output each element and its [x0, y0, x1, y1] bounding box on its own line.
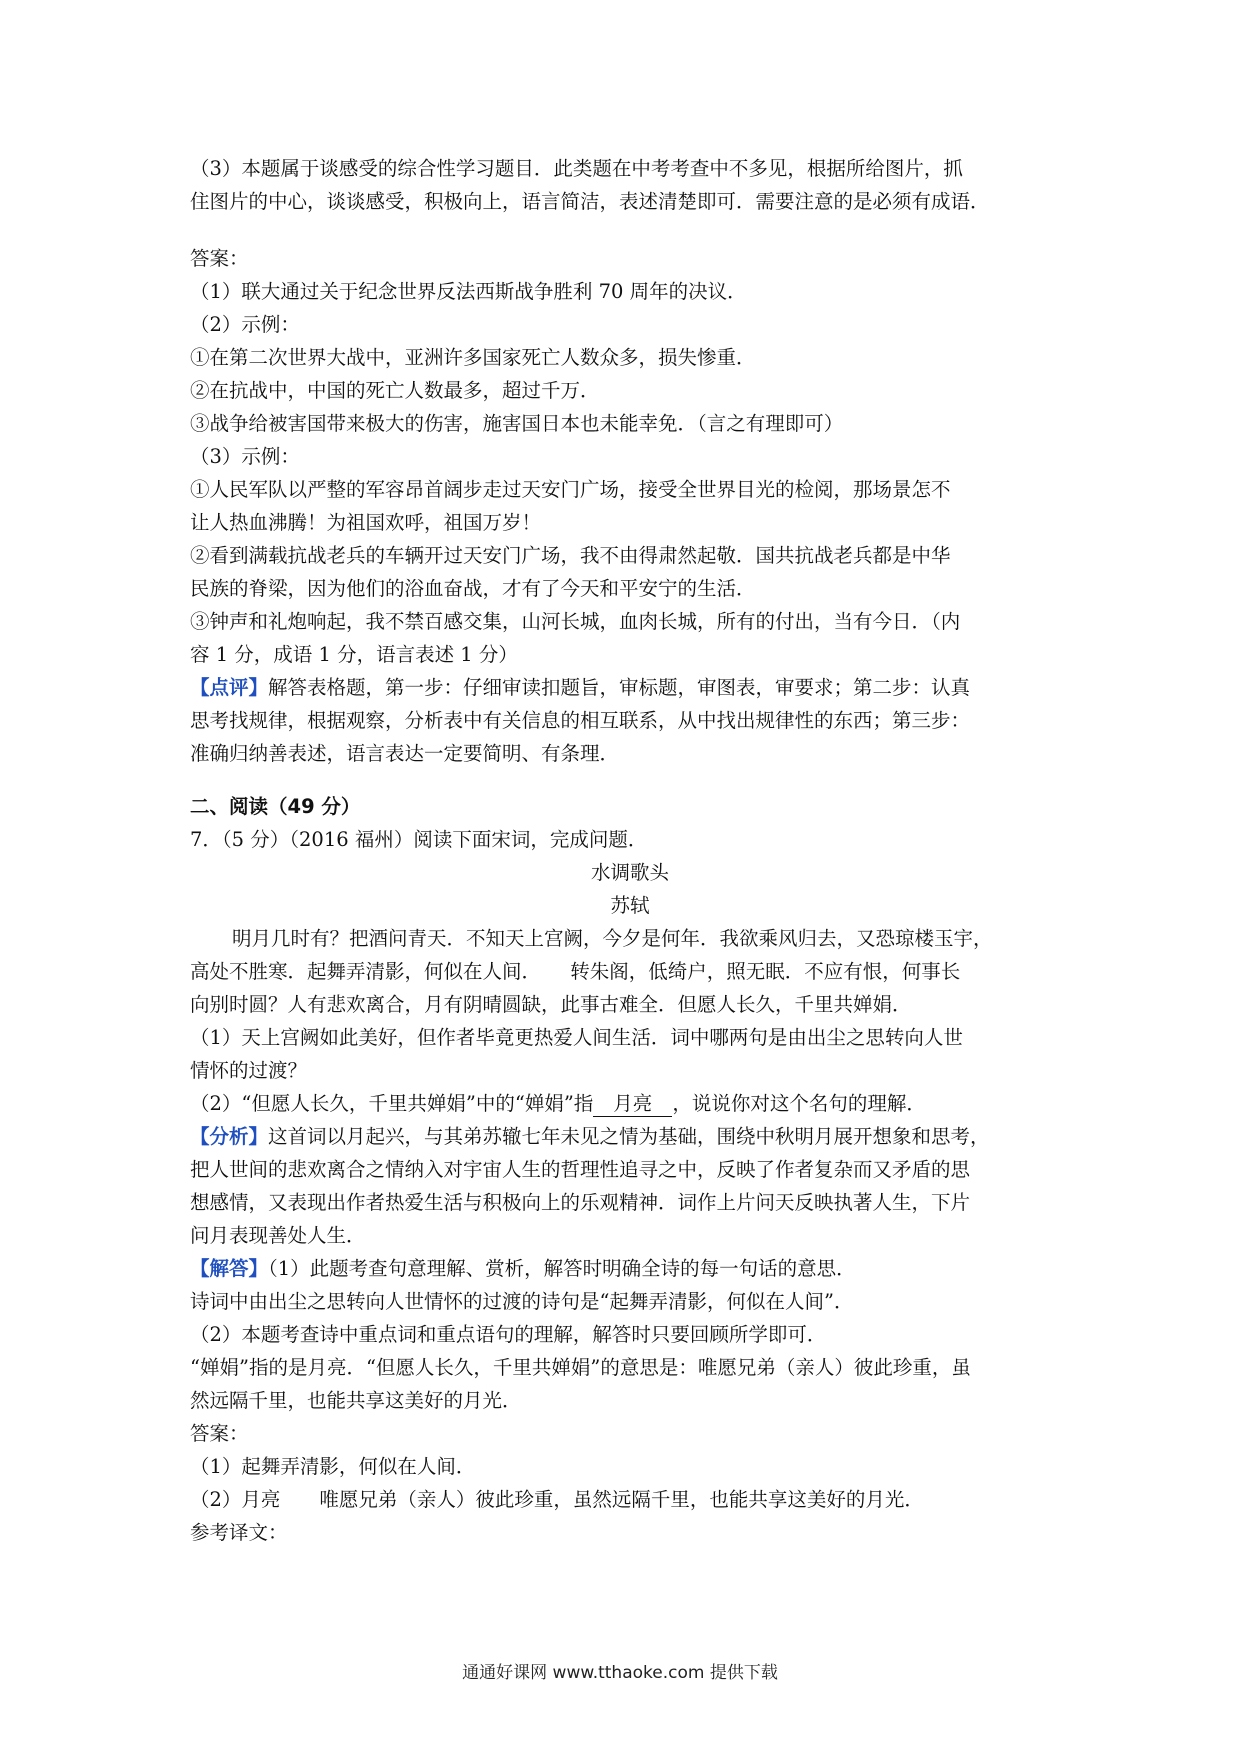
text-line: ②看到满载抗战老兵的车辆开过天安门广场，我不由得肃然起敬．国共抗战老兵都是中华: [190, 544, 951, 567]
analysis-tag: 【分析】: [190, 1125, 269, 1148]
poem-line: 向别时圆？人有悲欢离合，月有阴晴圆缺，此事古难全．但愿人长久，千里共婵娟．: [190, 993, 912, 1016]
text-line: 准确归纳善表述，语言表达一定要简明、有条理．: [190, 742, 620, 765]
solution-text: （1）此题考查句意理解、赏析，解答时明确全诗的每一句话的意思．: [268, 1257, 856, 1280]
text-line: （1）联大通过关于纪念世界反法西斯战争胜利 70 周年的决议．: [190, 280, 747, 303]
solution-tag: 【解答】: [190, 1257, 269, 1280]
poem-line: 明月几时有？把酒问青天．不知天上宫阙，今夕是何年．我欲乘风归去，又恐琼楼玉宇，: [232, 927, 993, 950]
text-line: 思考找规律，根据观察，分析表中有关信息的相互联系，从中找出规律性的东西；第三步：: [190, 709, 971, 732]
question-2-line: [190, 1087, 1070, 1120]
text-line: （3）本题属于谈感受的综合性学习题目．此类题在中考考查中不多见，根据所给图片，抓: [190, 157, 963, 180]
text-line: 然远隔千里，也能共享这美好的月光．: [190, 1389, 522, 1412]
poem-title: 水调歌头: [590, 861, 669, 884]
text-line: 把人世间的悲欢离合之情纳入对宇宙人生的哲理性追寻之中，反映了作者复杂而又矛盾的思: [190, 1158, 971, 1181]
answer-label: 答案：: [190, 1422, 249, 1445]
poem-line: 高处不胜寒．起舞弄清影，何似在人间． 转朱阁，低绮户，照无眠．不应有恨，何事长: [190, 960, 961, 983]
text-line: 容 1 分，成语 1 分，语言表述 1 分）: [190, 643, 518, 666]
comment-line: [190, 671, 1070, 704]
page-content: [190, 152, 1070, 1549]
analysis-line: [190, 1120, 1070, 1153]
question-2-suffix: ，说说你对这个名句的理解．: [672, 1092, 926, 1115]
text-line: 问月表现善处人生．: [190, 1224, 366, 1247]
text-line: 诗词中由出尘之思转向人世情怀的过渡的诗句是“起舞弄清影，何似在人间”．: [190, 1290, 854, 1313]
text-line: 情怀的过渡？: [190, 1059, 308, 1082]
text-line: （2）示例：: [190, 313, 300, 336]
text-line: ②在抗战中，中国的死亡人数最多，超过千万．: [190, 379, 600, 402]
comment-tag: 【点评】: [190, 676, 269, 699]
page-footer: 通通好课网 www.tthaoke.com 提供下载: [462, 1663, 778, 1683]
spacer: [190, 218, 1070, 242]
text-line: ③战争给被害国带来极大的伤害，施害国日本也未能幸免．（言之有理即可）: [190, 412, 844, 435]
section-title: 二、阅读（49 分）: [190, 795, 361, 818]
comment-text: 解答表格题，第一步：仔细审读扣题旨，审标题，审图表，审要求；第二步：认真: [268, 676, 971, 699]
text-line: 想感情，又表现出作者热爱生活与积极向上的乐观精神．词作上片问天反映执著人生，下片: [190, 1191, 971, 1214]
text-line: ③钟声和礼炮响起，我不禁百感交集，山河长城，血肉长城，所有的付出，当有今日．（内: [190, 610, 961, 633]
reference-translation-label: 参考译文：: [190, 1521, 288, 1544]
text-line: （1）天上宫阙如此美好，但作者毕竟更热爱人间生活．词中哪两句是由出尘之思转向人世: [190, 1026, 963, 1049]
text-line: 住图片的中心，谈谈感受，积极向上，语言简洁，表述清楚即可．需要注意的是必须有成语．: [190, 190, 990, 213]
analysis-text: 这首词以月起兴，与其弟苏辙七年未见之情为基础，围绕中秋明月展开想象和思考，: [268, 1125, 990, 1148]
text-line: （2）月亮 唯愿兄弟（亲人）彼此珍重，虽然远隔千里，也能共享这美好的月光．: [190, 1488, 924, 1511]
question-7: 7．（5 分）（2016 福州）阅读下面宋词，完成问题．: [190, 828, 648, 851]
spacer: [190, 770, 1070, 790]
text-line: （3）示例：: [190, 445, 300, 468]
poem-author: 苏轼: [610, 894, 650, 917]
text-line: （2）本题考查诗中重点词和重点语句的理解，解答时只要回顾所学即可．: [190, 1323, 827, 1346]
text-line: ①人民军队以严整的军容昂首阔步走过天安门广场，接受全世界目光的检阅，那场景怎不: [190, 478, 951, 501]
text-line: 民族的脊梁，因为他们的浴血奋战，才有了今天和平安宁的生活．: [190, 577, 756, 600]
text-line: （1）起舞弄清影，何似在人间．: [190, 1455, 476, 1478]
answer-blank: 月亮: [593, 1092, 672, 1117]
solution-line: [190, 1252, 1070, 1285]
answer-label: 答案：: [190, 247, 249, 270]
text-line: 让人热血沸腾！为祖国欢呼，祖国万岁！: [190, 511, 542, 534]
text-line: ①在第二次世界大战中，亚洲许多国家死亡人数众多，损失惨重．: [190, 346, 756, 369]
text-line: “婵娟”指的是月亮．“但愿人长久，千里共婵娟”的意思是：唯愿兄弟（亲人）彼此珍重，虽: [190, 1356, 971, 1379]
question-2-prefix: （2）“但愿人长久，千里共婵娟”中的“婵娟”指: [190, 1092, 594, 1115]
